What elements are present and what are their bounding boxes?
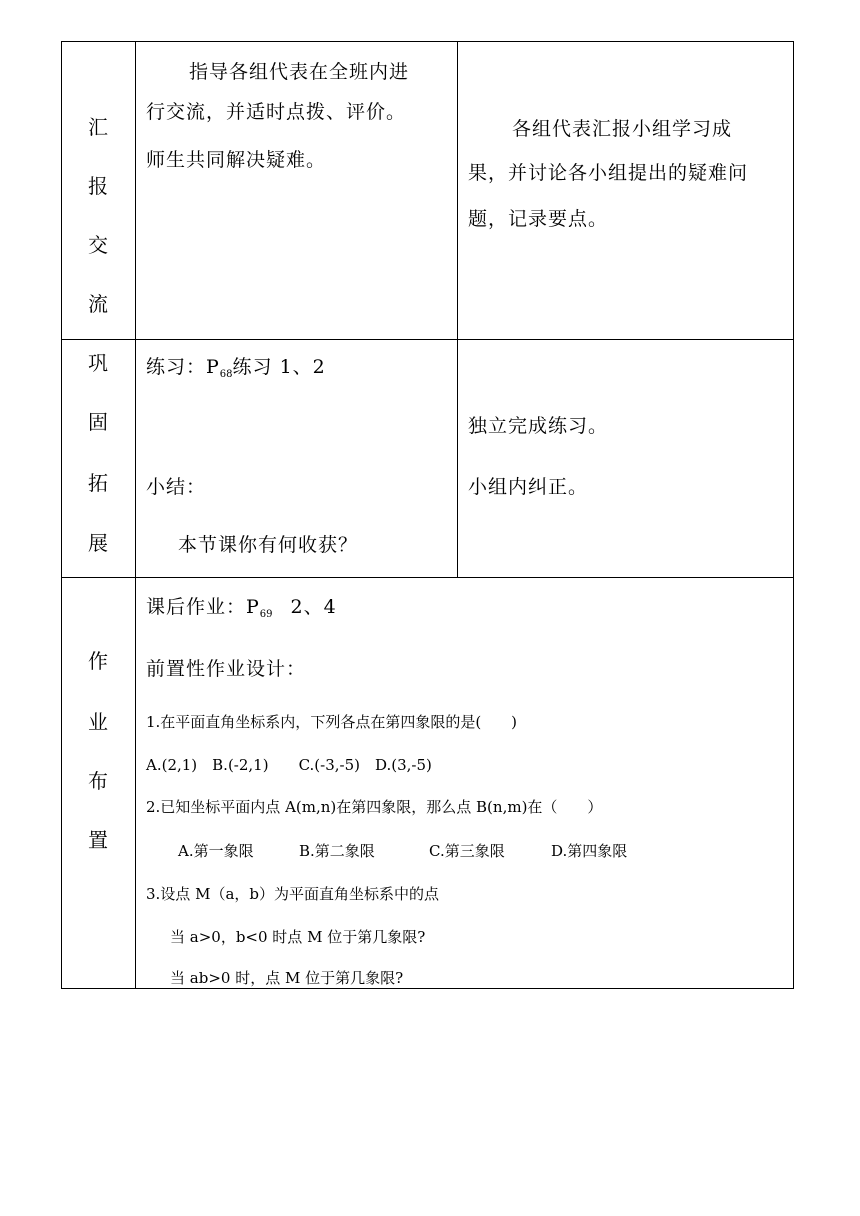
practice-prefix: 练习：P [146, 356, 220, 378]
table-left-border [61, 41, 62, 989]
section-label-char: 汇 [88, 115, 108, 139]
teacher-activity-line: 师生共同解决疑难。 [146, 149, 327, 171]
question-3: 3.设点 M（a，b）为平面直角坐标系中的点 [146, 885, 439, 903]
question-2-option: B.第二象限 [299, 842, 375, 860]
teacher-student-divider [457, 41, 458, 578]
question-2-option: D.第四象限 [551, 842, 628, 860]
table-top-border [61, 41, 794, 42]
question-1-options: A.(2,1) B.(-2,1) C.(-3,-5) D.(3,-5) [146, 756, 432, 774]
teacher-activity-line: 行交流，并适时点拨、评价。 [146, 101, 407, 123]
section-label-char: 拓 [88, 471, 108, 495]
section-label-char: 布 [88, 769, 108, 793]
section-label-char: 巩 [88, 351, 108, 375]
section-label-char: 业 [88, 710, 108, 734]
section-label-char: 流 [88, 292, 108, 316]
table-right-border [793, 41, 794, 989]
question-3-case-b: 当 ab>0 时，点 M 位于第几象限? [170, 969, 404, 987]
summary-label: 小结： [146, 476, 207, 498]
table-bottom-border [61, 988, 794, 989]
section-label-char: 交 [88, 233, 108, 257]
row-divider-2 [61, 577, 794, 578]
question-2: 2.已知坐标平面内点 A(m,n)在第四象限，那么点 B(n,m)在（ ） [146, 798, 603, 816]
question-1: 1.在平面直角坐标系内，下列各点在第四象限的是( ) [146, 713, 518, 731]
student-activity-line: 各组代表汇报小组学习成 [512, 118, 733, 140]
practice-suffix: 练习 1、2 [232, 356, 326, 378]
section-label-char: 报 [88, 174, 108, 198]
homework-suffix: 2、4 [290, 596, 337, 618]
homework-line [146, 592, 337, 620]
homework-prefix: 课后作业：P [146, 596, 260, 618]
practice-line [146, 352, 326, 380]
student-activity-line: 题，记录要点。 [468, 208, 609, 230]
homework-page: 69 [259, 609, 273, 620]
row-divider-1 [61, 339, 794, 340]
section-label-char: 作 [88, 649, 108, 673]
question-2-option: A.第一象限 [178, 842, 254, 860]
teacher-activity-line: 指导各组代表在全班内进 [189, 61, 410, 83]
section-label-char: 置 [88, 828, 108, 852]
section-label-char: 展 [88, 531, 108, 555]
student-activity-line: 小组内纠正。 [468, 476, 589, 498]
practice-page: 68 [219, 369, 233, 380]
student-activity-line: 果，并讨论各小组提出的疑难问 [468, 162, 749, 184]
section-label-char: 固 [88, 410, 108, 434]
student-activity-line: 独立完成练习。 [468, 415, 609, 437]
label-column-divider [135, 41, 136, 989]
summary-question: 本节课你有何收获？ [178, 534, 359, 556]
preview-title: 前置性作业设计： [146, 658, 307, 680]
question-2-option: C.第三象限 [429, 842, 505, 860]
question-3-case-a: 当 a>0，b<0 时点 M 位于第几象限? [170, 928, 426, 946]
